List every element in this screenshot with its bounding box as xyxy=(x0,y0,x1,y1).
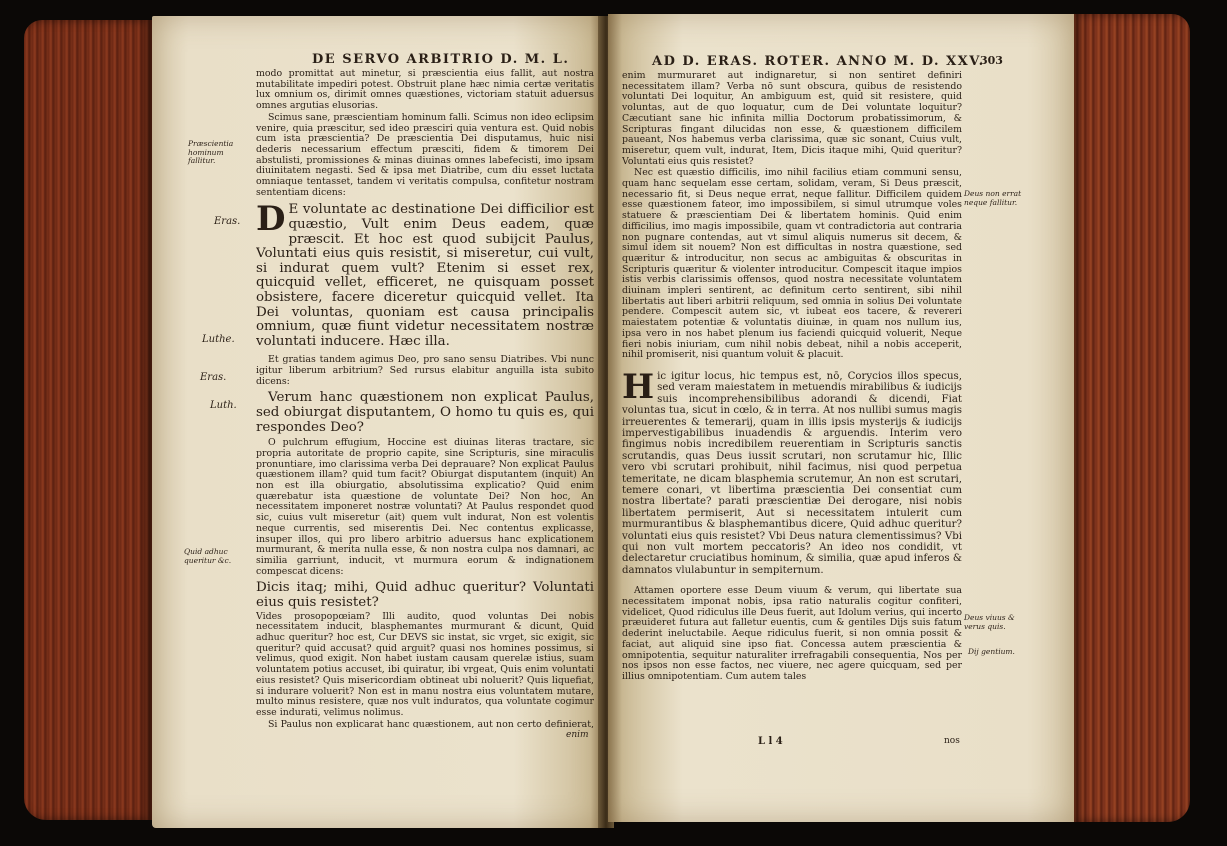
speaker-eras-1: Eras. xyxy=(214,216,241,227)
paragraph: Scimus sane, præscientiam hominum falli. Scimus non ideo eclipsim venire, quia præscitur, sed ideo præsciri quia ventura est. Quid nobis cum ista præscientia? De præscientia Dei disputamus, huic nisi dederis necessarium effectum præsciti, fidem & timorem Dei abstulisti, promissiones & minas diuinas omnes labefecisti, imo ipsam diuinitatem negasti. Sed & ipsa met Diatribe, cum diu esset luctata omniaque tentasset, tandem vi veritatis compulsa, confitetur nostram sententiam dicens: xyxy=(256,111,594,198)
speaker-luthe: Luthe. xyxy=(202,334,235,345)
folio-number: 303 xyxy=(980,54,1003,67)
paragraph: ic igitur locus, hic tempus est, nō, Corycios illos specus, sed veram maiestatem in metuendis mirabilibus & iudicijs suis incomprehensibilibus adorandi & dicendi, Fiat voluntas tua, sicut in cœlo, & in terra. At nos nullibi sumus magis irreuerentes & temerarij, quam in illis ipsis mysterijs & iudicijs impervestigabilibus inuadendis & arguendis. Interim vero fingimus nobis incredibilem reuerentiam in Scripturis sanctis scrutandis, quas Deus iussit scrutari, non scrutamur hic, Illic vero vbi scrutari prohibuit, nihil facimus, nisi quod perpetua temeritate, ne dicam blasphemia scrutemur, An non est scrutari, temere conari, vt libertima præscientia Dei consentiat cum nostra libertate? parati præscientiæ Dei derogare, nisi nobis libertatem permiserit, Aut si necessitatem intulerit cum murmurantibus & blasphemantibus dicere, Quid adhuc queritur? voluntati eius quis resistet? Vbi Deus natura clementissimus? Vbi qui non vult mortem peccatoris? An ideo nos condidit, vt delectaretur cruciatibus hominum, & similia, quæ apud inferos & damnatos vlulabuntur in sempiternum. xyxy=(622,370,962,576)
paragraph: Si Paulus non explicarat hanc quæstionem, aut non certo definierat, xyxy=(268,718,594,728)
drop-cap: H xyxy=(622,366,655,407)
paragraph: O pulchrum effugium, Hoccine est diuinas literas tractare, sic propria autoritate de proprio capite, sine Scripturis, sine miraculis pronuntiare, imo clarissima verba Dei deprauare? Non explicat Paulus quæstionem illam? quid tum facit? Obiurgat disputantem (inquit) An non est illa obiurgatio, absolutissima explicatio? Quid enim quærebatur ista quæstione de voluntate Dei? Non hoc, An necessitatem imponeret nostræ voluntati? At Paulus respondet quod sic, cuius vult miseretur (ait) quem vult indurat, Non est volentis neque currentis, sed miserentis Dei. Nec contentus explicasse, insuper illos, qui pro libero arbitrio aduersus hanc explicationem murmurant, & merita nulla esse, & non nostra culpa nos damnari, ac similia garriunt, inducit, vt murmura eorum & indignationem compescat dicens: xyxy=(256,437,594,577)
left-body xyxy=(256,68,594,728)
right-page xyxy=(608,14,1074,822)
margin-note-1: Præscientia hominum fallitur. xyxy=(188,139,234,165)
catchword: enim xyxy=(566,730,589,740)
paragraph: Verum hanc quæstionem non explicat Paulus, sed obiurgat disputantem, O homo tu quis es, qui respondes Deo? xyxy=(256,390,594,435)
left-page xyxy=(152,16,604,828)
speaker-eras-2: Eras. xyxy=(200,372,227,383)
margin-note-3: Deus non errat neque fallitur. xyxy=(964,189,1022,207)
left-page-edges xyxy=(24,20,152,820)
margin-note-5: Dij gentium. xyxy=(968,647,1015,656)
paragraph: Vides prosopopœiam? Illi audito, quod voluntas Dei nobis necessitatem inducit, blasphemantes murmurant & dicunt, Quid adhuc queritur? hoc est, Cur DEVS sic instat, sic vrget, sic exigit, sic queritur? quid accusat? quid arguit? quasi nos homines possimus, si velimus, quod exigit. Non habet iustam causam querelæ istius, suam voluntatem potius accuset, ibi quiratur, ibi vrgeat, Quis enim voluntati eius resistet? Quis misericordiam obtineat ubi noluerit? Quis liquefiat, si indurare voluerit? Non est in manu nostra eius voluntatem mutare, multo minus resistere, quæ nos vult induratos, qua voluntate cogimur esse indurati, velimus nolimus. xyxy=(256,610,594,718)
paragraph: modo promittat aut minetur, si præscientia eius fallit, aut nostra mutabilitate impediri potest. Obstruit plane hæc nimia certæ veritatis lux omnium os, dirimit omnes quæstiones, victoriam statuit aduersus omnes argutias elusorias. xyxy=(256,68,594,112)
catchword: nos xyxy=(944,736,960,746)
paragraph: Nec est quæstio difficilis, imo nihil facilius etiam communi sensu, quam hanc sequelam esse certam, solidam, veram, Si Deus præscit, necessario fit, si Deus neque errat, neque fallitur. Difficilem quidem esse quæstionem fateor, imo impossibilem, si simul utrumque voles statuere & præscientiam Dei & libertatem hominis. Quid enim difficilius, imo magis impossibile, quam vt contradictoria aut contraria non pugnare contendas, aut vt simul aliquis numerus sit decem, & simul idem sit nouem? Non est difficultas in nostra quæstione, sed quæritur & introducitur, non secus ac ambiguitas & obscuritas in Scripturis quæritur & violenter introducitur. Compescit itaque impios istis verbis clarissimis offensos, quod nostra necessitate voluntatem diuinam impleri sentirent, ac definitum certo sentirent, sibi nihil libertatis aut liberi arbitrii reliquum, sed omnia in solius Dei voluntate pendere. Compescit autem sic, vt iubeat eos tacere, & revereri maiestatem potentiæ & voluntatis diuinæ, in quam nos nullum ius, ipsa vero in nos habet plenum ius faciendi quicquid voluerit, Neque fieri nobis iniuriam, cum nihil nobis debeat, nihil a nobis acceperit, nihil promiserit, nisi quantum voluit & placuit. xyxy=(622,167,962,361)
paragraph: Attamen oportere esse Deum viuum & verum, qui libertate sua necessitatem imponat nobis, ipsa ratio naturalis cogitur confiteri, videlicet, Quod ridiculus ille Deus fuerit, aut Idolum verius, qui incerto præuideret futura aut falletur euentis, cum & gentiles Dijs suis fatum dederint ineluctabile. Aeque ridiculus fuerit, si non omnia possit & faciat, aut aliquid sine ipso fiat. Concessa autem præscientia & omnipotentia, sequitur naturaliter irrefragabili consequentia, Nos per nos ipsos non esse factos, nec viuere, nec agere quicquam, sed per illius omnipotentiam. Cum autem tales xyxy=(622,585,962,682)
paragraph: Et gratias tandem agimus Deo, pro sano sensu Diatribes. Vbi nunc igitur liberum arbitrium? Sed rursus elabitur anguilla ista subito dicens: xyxy=(256,354,594,387)
paragraph: Dicis itaq; mihi, Quid adhuc queritur? Voluntati eius quis resistet? xyxy=(256,580,594,610)
margin-note-4: Deus viuus & verus quis. xyxy=(964,613,1015,631)
left-running-header: DE SERVO ARBITRIO D. M. L. xyxy=(312,52,570,67)
speaker-luth: Luth. xyxy=(210,400,237,411)
paragraph: E voluntate ac destinatione Dei difficilior est quæstio, Vult enim Deus eadem, quæ præscit. Et hoc est quod subijcit Paulus, Voluntati eius quis resistit, si miseretur, cui vult, si indurat quem vult? Etenim si esset rex, quicquid vellet, efficeret, ne quisquam posset obsistere, facere diceretur quicquid vellet. Ita Dei voluntas, quoniam est causa principalis omnium, quæ fiunt videtur necessitatem nostræ voluntati inducere. Hæc illa. xyxy=(256,202,594,349)
right-body xyxy=(622,70,962,734)
paragraph: enim murmuraret aut indignaretur, si non sentiret definiri necessitatem illam? Verba nō sunt obscura, quibus de resistendo voluntati Dei loquitur, An ambiguum est, quid sit resistere, quid voluntas, aut de quo loquatur, cum de Dei voluntate loquitur? Cæcutiant sane hic infinita millia Doctorum probatissimorum, & Scripturas fingant dilucidas non esse, & quæstionem difficilem paueant, Nos habemus verba clarissima, quæ sic sonant, Cuius vult, miseretur, quem vult, indurat, Item, Dicis itaque mihi, Quid queritur? Voluntati eius quis resistet? xyxy=(622,70,962,167)
signature-mark: L l 4 xyxy=(758,736,783,747)
margin-note-2: Quid adhuc queritur &c. xyxy=(184,547,232,565)
right-running-header: AD D. ERAS. ROTER. ANNO M. D. XXV. xyxy=(652,54,985,69)
right-page-edges xyxy=(1072,14,1190,822)
drop-cap: D xyxy=(256,199,286,240)
